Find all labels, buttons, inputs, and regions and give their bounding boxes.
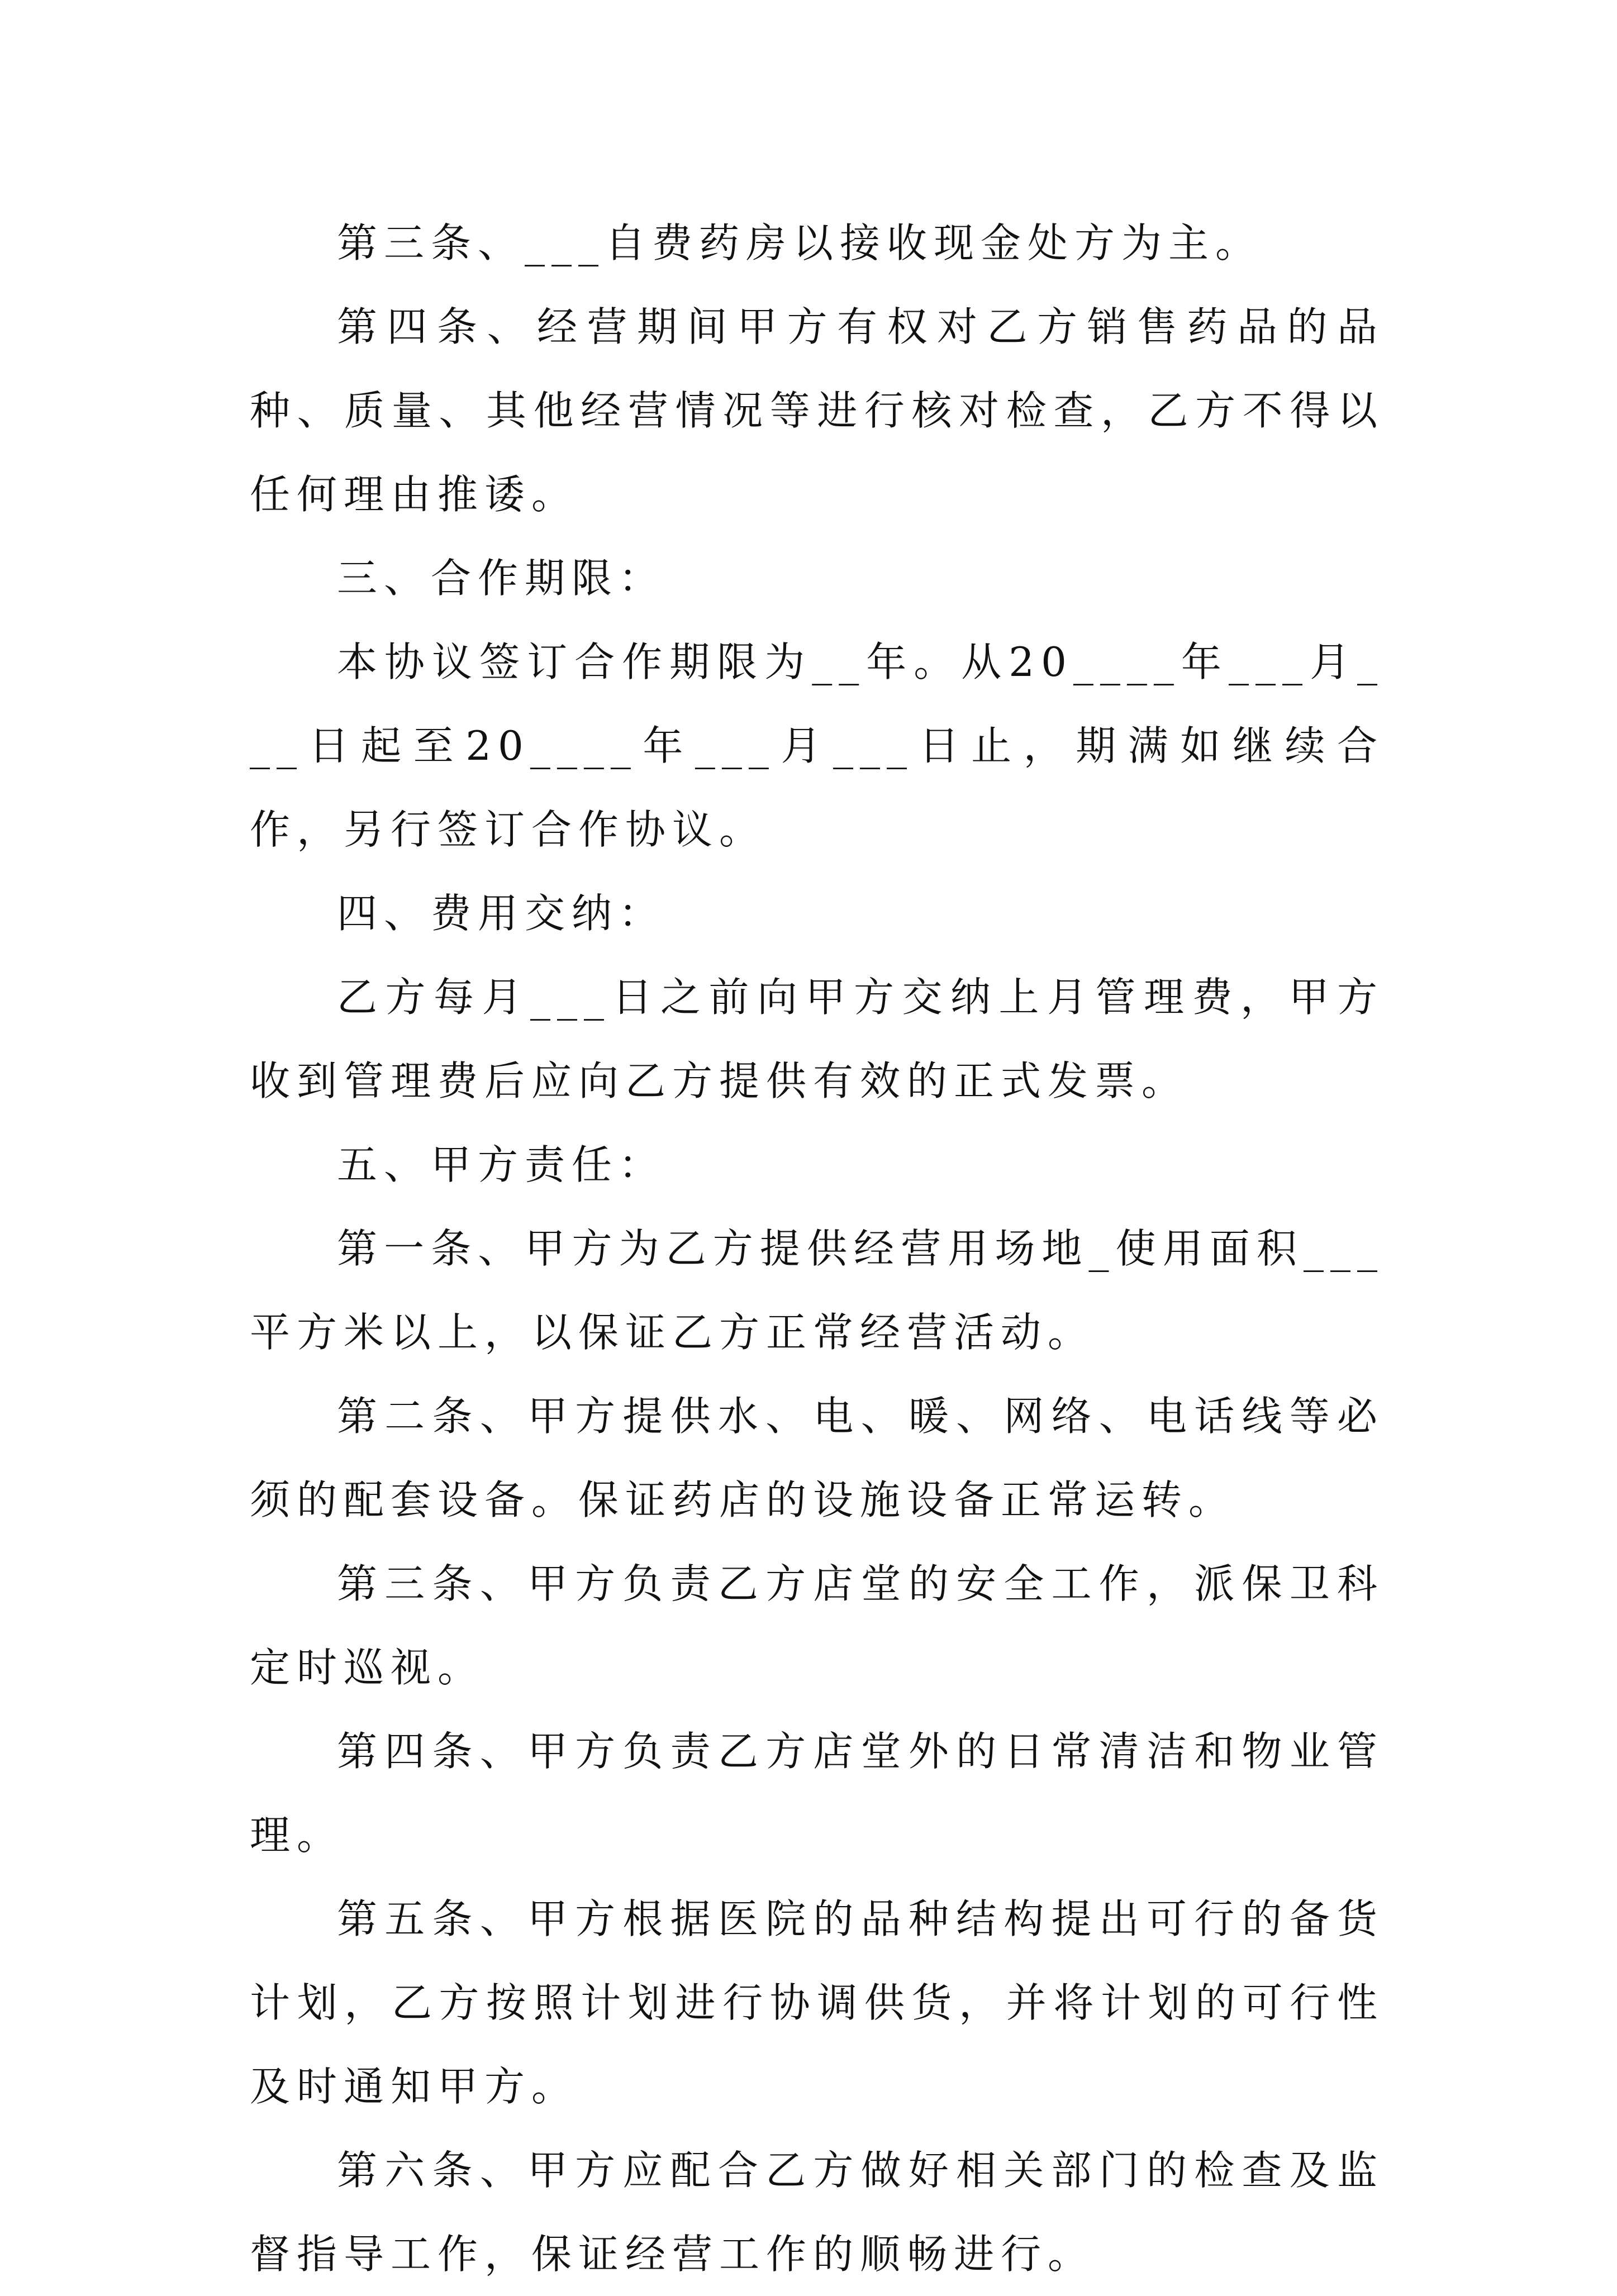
paragraph-party-a-clause-4: 第四条、甲方负责乙方店堂外的日常清洁和物业管理。	[250, 1728, 1384, 1859]
paragraph-party-a-clause-2: 第二条、甲方提供水、电、暖、网络、电话线等必须的配套设备。保证药店的设施设备正常运转。	[250, 1393, 1384, 1523]
paragraph-cooperation-term: 本协议签订合作期限为__年。从20____年___月___日起至20____年___月___日止，期满如继续合作，另行签订合作协议。	[250, 639, 1384, 853]
document-body	[250, 201, 1384, 2296]
section-heading-cooperation-term: 三、合作期限：	[337, 555, 666, 602]
paragraph-party-a-clause-6: 第六条、甲方应配合乙方做好相关部门的检查及监督指导工作，保证经营工作的顺畅进行。	[250, 2147, 1384, 2278]
paragraph-clause-3-self-pay-pharmacy: 第三条、___自费药房以接收现金处方为主。	[337, 220, 1263, 266]
section-heading-fee-payment: 四、费用交纳：	[337, 890, 666, 937]
paragraph-clause-4-inspection-rights: 第四条、经营期间甲方有权对乙方销售药品的品种、质量、其他经营情况等进行核对检查，乙方不得以任何理由推诿。	[250, 303, 1384, 518]
section-heading-party-a-responsibilities: 五、甲方责任：	[337, 1141, 666, 1188]
paragraph-fee-payment: 乙方每月___日之前向甲方交纳上月管理费，甲方收到管理费后应向乙方提供有效的正式发票。	[250, 974, 1384, 1104]
paragraph-party-a-clause-5: 第五条、甲方根据医院的品种结构提出可行的备货计划，乙方按照计划进行协调供货，并将计划的可行性及时通知甲方。	[250, 1895, 1384, 2110]
paragraph-party-a-clause-3: 第三条、甲方负责乙方店堂的安全工作，派保卫科定时巡视。	[250, 1560, 1384, 1691]
paragraph-party-a-clause-1: 第一条、甲方为乙方提供经营用场地_使用面积___平方米以上，以保证乙方正常经营活动。	[250, 1225, 1384, 1356]
